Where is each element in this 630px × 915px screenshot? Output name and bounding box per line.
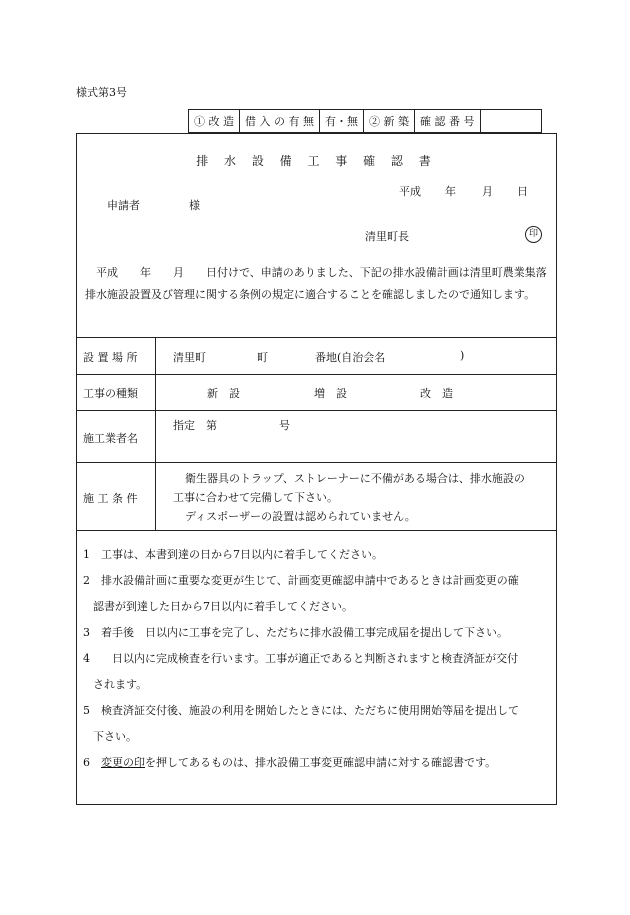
- mayor-title: 清里町長: [365, 230, 409, 243]
- contractor-go: 号: [279, 419, 290, 432]
- note-5-line-1: 5 検査済証交付後、施設の利用を開始したときには、ただちに使用開始等届を提出して: [83, 704, 519, 717]
- conditions-line-3: ディスポーザーの設置は認められていません。: [185, 510, 416, 523]
- kaizo-cell: ① 改 造: [189, 110, 240, 133]
- note-6-underlined: 変更の印: [101, 756, 145, 769]
- shinchiku-cell: ② 新 築: [364, 110, 415, 133]
- label-column-divider: [155, 337, 156, 530]
- notification-body: 平成 年 月 日付けで、申請のありました、下記の排水設備計画は清里町農業集落排水施設設置及び管理に関する条例の規定に適合することを確認しましたので通知します。: [85, 266, 547, 301]
- work-type-extend: 増 設: [314, 387, 347, 400]
- document-frame: [76, 133, 557, 805]
- note-4-line-2: されます。: [93, 678, 148, 691]
- divider-5: [77, 530, 556, 531]
- notes-list: [83, 542, 553, 776]
- date-era: 平成: [399, 185, 421, 198]
- note-6-number: 6: [83, 756, 90, 769]
- note-6: [83, 750, 553, 776]
- applicant-label: 申請者: [107, 199, 140, 212]
- divider-4: [77, 462, 556, 463]
- contractor-label: 施工業者名: [83, 432, 138, 445]
- note-2-line-2: 認書が到達した日から7日以内に着手してください。: [93, 600, 353, 613]
- header-table: [188, 109, 542, 133]
- location-close: ): [460, 349, 465, 362]
- confirmation-number-label: 確 認 番 号: [415, 110, 481, 133]
- note-2-line-1: 2 排水設備計画に重要な変更が生じて、計画変更確認申請中であるときは計画変更の確: [83, 574, 519, 587]
- note-1: 1 工事は、本書到達の日から7日以内に着手してください。: [83, 548, 383, 561]
- date-day: 日: [517, 185, 528, 198]
- confirmation-number-value: [480, 110, 541, 133]
- divider-3: [77, 410, 556, 411]
- form-number: 様式第3号: [76, 86, 127, 99]
- conditions-label: 施 工 条 件: [83, 492, 138, 505]
- conditions-line-1: 衛生器具のトラップ、ストレーナーに不備がある場合は、排水施設の: [185, 472, 525, 485]
- note-4-line-1: 4 日以内に完成検査を行います。工事が適正であると判断されますと検査済証が交付: [83, 652, 519, 665]
- seal-stamp: 印: [525, 226, 542, 243]
- note-5-line-2: 下さい。: [93, 730, 137, 743]
- date-month: 月: [482, 185, 493, 198]
- date-year: 年: [445, 185, 456, 198]
- document-title: 排 水 設 備 工 事 確 認 書: [196, 154, 437, 168]
- contractor-designated: 指定 第: [173, 419, 217, 432]
- work-type-modify: 改 造: [420, 387, 453, 400]
- work-type-new: 新 設: [207, 387, 240, 400]
- work-type-label: 工事の種類: [83, 387, 138, 400]
- applicant-honorific: 様: [189, 199, 200, 212]
- notification-text: [85, 262, 551, 306]
- divider-2: [77, 374, 556, 375]
- location-town: 清里町: [173, 351, 206, 364]
- location-banchi: 番地(自治会名: [315, 351, 386, 364]
- note-6-rest: を押してあるものは、排水設備工事変更確認申請に対する確認書です。: [145, 756, 497, 769]
- location-label: 設 置 場 所: [83, 351, 138, 364]
- location-cho: 町: [257, 351, 268, 364]
- conditions-line-2: 工事に合わせて完備して下さい。: [173, 491, 338, 504]
- note-3: 3 着手後 日以内に工事を完了し、ただちに排水設備工事完成届を提出して下さい。: [83, 626, 508, 639]
- divider-1: [77, 337, 556, 338]
- loan-label-cell: 借 入 の 有 無: [240, 110, 320, 133]
- loan-value-cell: 有・無: [320, 110, 364, 133]
